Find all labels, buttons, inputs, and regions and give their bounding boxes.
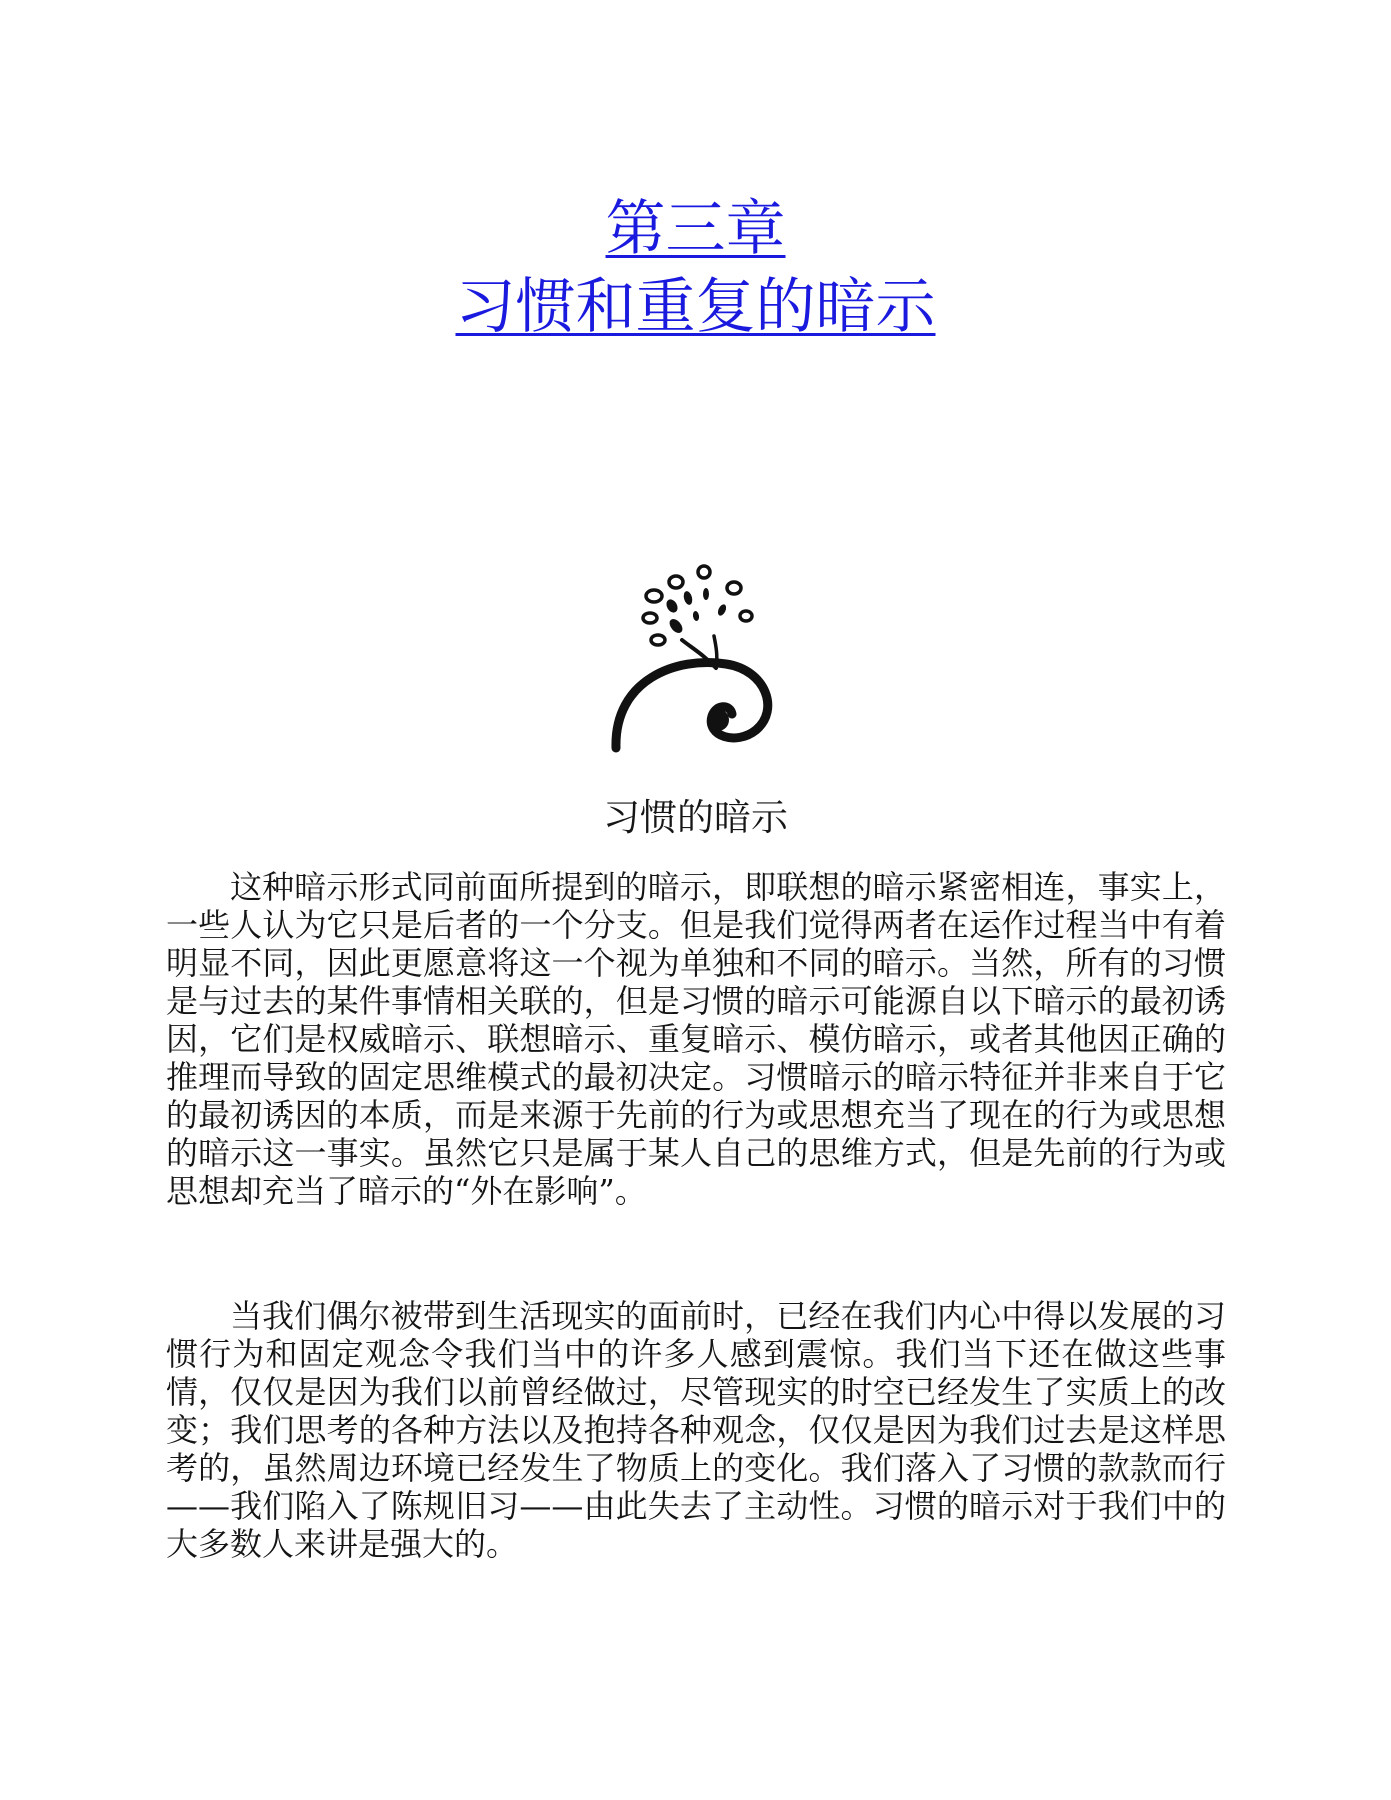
body-paragraph-1: 这种暗示形式同前面所提到的暗示，即联想的暗示紧密相连，事实上，一些人认为它只是后者的一个分支。但是我们觉得两者在运作过程当中有着明显不同，因此更愿意将这一个视为单独和不同的暗示。当然，所有的习惯是与过去的某件事情相关联的，但是习惯的暗示可能源自以下暗示的最初诱因，它们是权威暗示、联想暗示、重复暗示、模仿暗示，或者其他因正确的推理而导致的固定思维模式的最初决定。习惯暗示的暗示特征并非来自于它的最初诱因的本质，而是来源于先前的行为或思想充当了现在的行为或思想的暗示这一事实。虽然它只是属于某人自己的思维方式，但是先前的行为或思想却充当了暗示的“外在影响”。: [166, 868, 1226, 1210]
chapter-number-link[interactable]: 第三章: [605, 194, 786, 264]
body-paragraph-2: 当我们偶尔被带到生活现实的面前时，已经在我们内心中得以发展的习惯行为和固定观念令我们当中的许多人感到震惊。我们当下还在做这些事情，仅仅是因为我们以前曾经做过，尽管现实的时空已经发生了实质上的改变；我们思考的各种方法以及抱持各种观念，仅仅是因为我们过去是这样思考的，虽然周边环境已经发生了物质上的变化。我们落入了习惯的款款而行——我们陷入了陈规旧习——由此失去了主动性。习惯的暗示对于我们中的大多数人来讲是强大的。: [166, 1297, 1226, 1563]
chapter-title: [0, 190, 1391, 346]
sprout-swirl-ornament-icon: [596, 560, 796, 760]
chapter-title-link[interactable]: 习惯和重复的暗示: [455, 272, 936, 342]
section-heading: 习惯的暗示: [603, 796, 788, 839]
